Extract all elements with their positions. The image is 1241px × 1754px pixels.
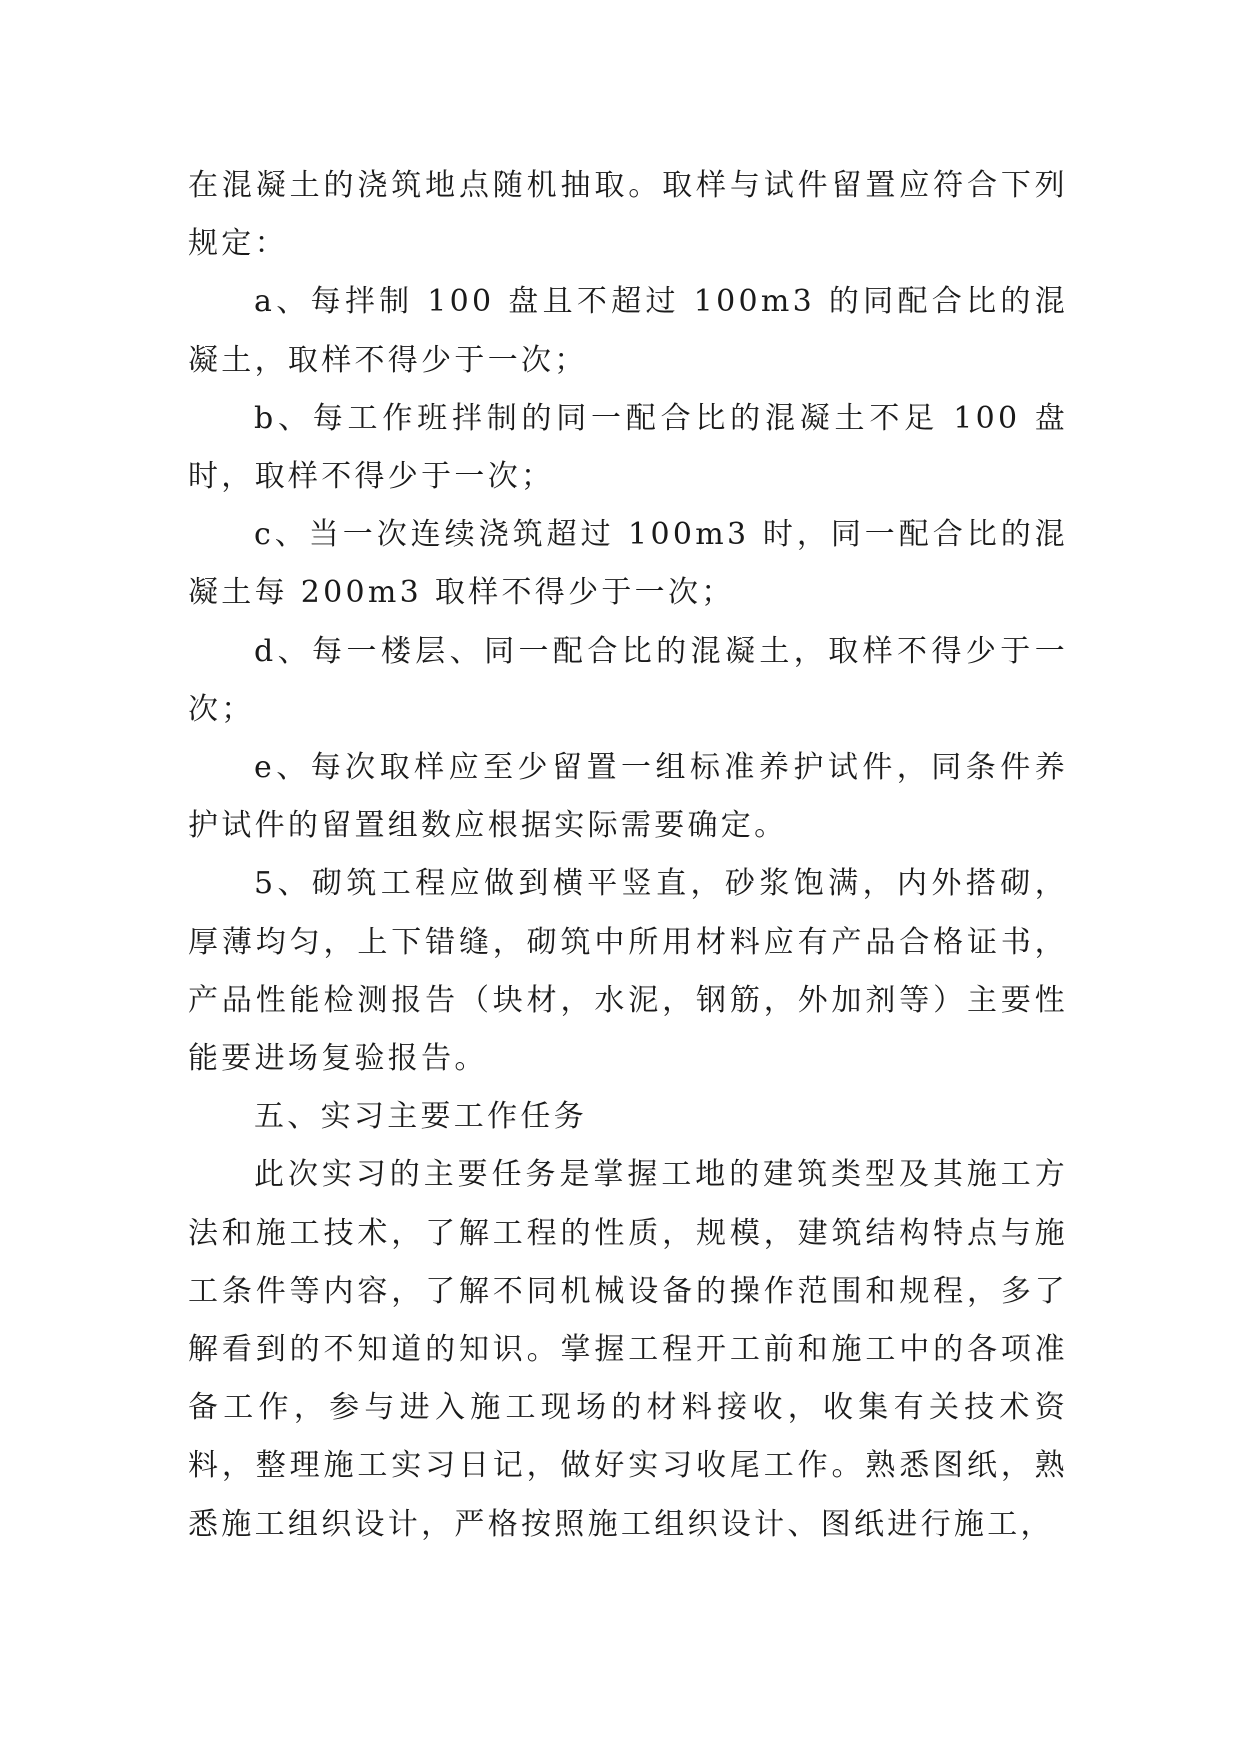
list-item-d: d、每一楼层、同一配合比的混凝土，取样不得少于一次； <box>188 633 1068 727</box>
paragraph-continuation: 在混凝土的浇筑地点随机抽取。取样与试件留置应符合下列规定： <box>188 168 1068 262</box>
list-item-b: b、每工作班拌制的同一配合比的混凝土不足 100 盘时，取样不得少于一次； <box>188 400 1068 495</box>
list-item-a: a、每拌制 100 盘且不超过 100m3 的同配合比的混凝土，取样不得少于一次； <box>188 284 1068 378</box>
body-text <box>188 157 1068 1554</box>
paragraph-masonry: 5、砌筑工程应做到横平竖直，砂浆饱满，内外搭砌，厚薄均匀，上下错缝，砌筑中所用材料应有产品合格证书，产品性能检测报告（块材，水泥，钢筋，外加剂等）主要性能要进场复验报告。 <box>188 866 1068 1077</box>
list-item-c: c、当一次连续浇筑超过 100m3 时，同一配合比的混凝土每 200m3 取样不得少于一次； <box>188 517 1068 611</box>
list-item-e: e、每次取样应至少留置一组标准养护试件，同条件养护试件的留置组数应根据实际需要确定。 <box>188 750 1068 844</box>
paragraph-tasks: 此次实习的主要任务是掌握工地的建筑类型及其施工方法和施工技术，了解工程的性质，规模，建筑结构特点与施工条件等内容，了解不同机械设备的操作范围和规程，多了解看到的不知道的知识。掌握工程开工前和施工中的各项准备工作，参与进入施工现场的材料接收，收集有关技术资料，整理施工实习日记，做好实习收尾工作。熟悉图纸，熟悉施工组织设计，严格按照施工组织设计、图纸进行施工， <box>188 1157 1068 1542</box>
section-heading: 五、实习主要工作任务 <box>254 1099 587 1135</box>
